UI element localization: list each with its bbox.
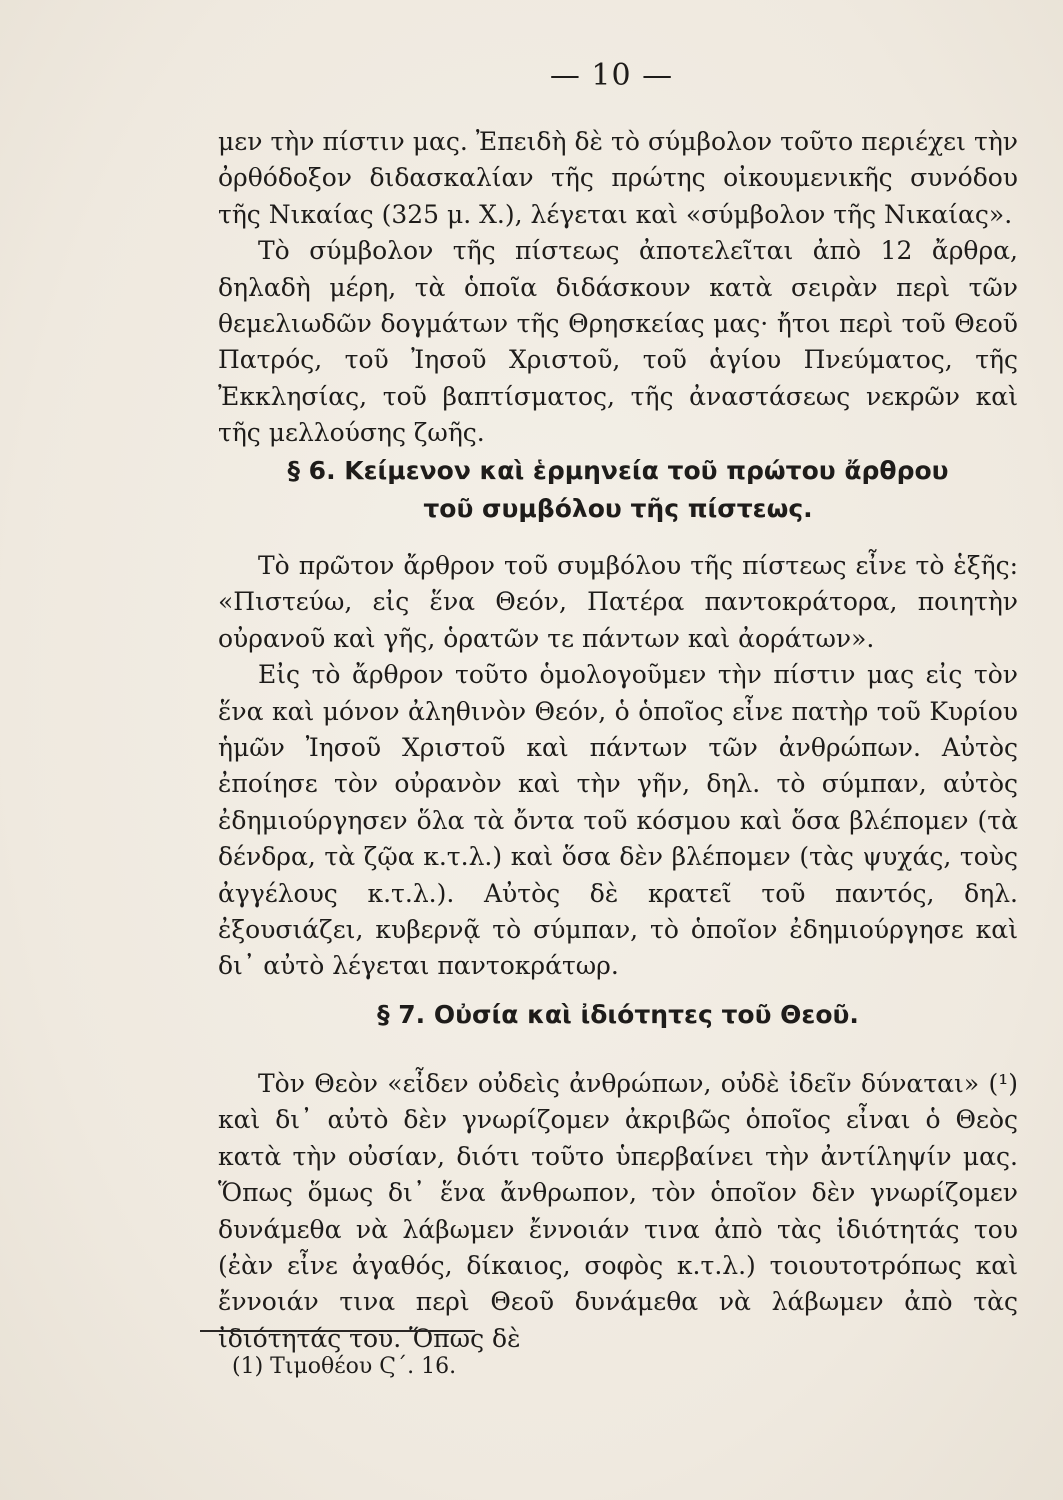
section-6-heading-line-2: τοῦ συμβόλου τῆς πίστεως. xyxy=(423,494,813,523)
intro-text-block xyxy=(218,124,1018,452)
footnote: (1) Τιμοθέου Ϛ΄. 16. xyxy=(232,1354,457,1379)
paragraph-first-article: Τὸ πρῶτον ἄρθρον τοῦ συμβόλου τῆς πίστεως εἶνε τὸ ἑξῆς: «Πιστεύω, εἰς ἕνα Θεόν, Πατέρα παντοκράτορα, ποιητὴν οὐρανοῦ καὶ γῆς, ὁρατῶν τε πάντων καὶ ἀοράτων». xyxy=(218,551,1018,653)
section-6-heading-line-1: § 6. Κείμενον καὶ ἑρμηνεία τοῦ πρώτου ἄρθρου xyxy=(287,456,949,485)
section-6-text-block xyxy=(218,548,1018,985)
paragraph-article-explanation: Εἰς τὸ ἄρθρον τοῦτο ὁμολογοῦμεν τὴν πίστιν μας εἰς τὸν ἕνα καὶ μόνον ἀληθινὸν Θεόν, ὁ ὁποῖος εἶνε πατὴρ τοῦ Κυρίου ἡμῶν Ἰησοῦ Χριστοῦ καὶ πάντων τῶν ἀνθρώπων. Αὐτὸς ἐποίησε τὸν οὐρανὸν καὶ τὴν γῆν, δηλ. τὸ σύμπαν, αὐτὸς ἐδημιούργησεν ὅλα τὰ ὄντα τοῦ κόσμου καὶ ὅσα βλέπομεν (τὰ δένδρα, τὰ ζῷα κ.τ.λ.) καὶ ὅσα δὲν βλέπομεν (τὰς ψυχάς, τοὺς ἀγγέλους κ.τ.λ.). Αὐτὸς δὲ κρατεῖ τοῦ παντός, δηλ. ἐξουσιάζει, κυβερνᾷ τὸ σύμπαν, τὸ ὁποῖον ἐδημιούργησε καὶ δι᾽ αὐτὸ λέγεται παντοκράτωρ. xyxy=(218,660,1018,981)
page-number: — 10 — xyxy=(549,58,674,93)
section-7-text-block xyxy=(218,1066,1018,1357)
section-7-heading: § 7. Οὐσία καὶ ἰδιότητες τοῦ Θεοῦ. xyxy=(377,1000,859,1029)
paragraph-continuation: μεν τὴν πίστιν μας. Ἐπειδὴ δὲ τὸ σύμβολον τοῦτο περιέχει τὴν ὀρθόδοξον διδασκαλίαν τῆς πρώτης οἰκουμενικῆς συνόδου τῆς Νικαίας (325 μ. Χ.), λέγεται καὶ «σύμβολον τῆς Νικαίας». xyxy=(218,127,1018,229)
paragraph-essence-of-god: Τὸν Θεὸν «εἶδεν οὐδεὶς ἀνθρώπων, οὐδὲ ἰδεῖν δύναται» (¹) καὶ δι᾽ αὐτὸ δὲν γνωρίζομεν ἀκριβῶς ὁποῖος εἶναι ὁ Θεὸς κατὰ τὴν οὐσίαν, διότι τοῦτο ὑπερβαίνει τὴν ἀντίληψίν μας. Ὅπως ὅμως δι᾽ ἕνα ἄνθρωπον, τὸν ὁποῖον δὲν γνωρίζομεν δυνάμεθα νὰ λάβωμεν ἔννοιάν τινα ἀπὸ τὰς ἰδιότητάς του (ἐὰν εἶνε ἀγαθός, δίκαιος, σοφὸς κ.τ.λ.) τοιουτοτρόπως καὶ ἔννοιάν τινα περὶ Θεοῦ δυνάμεθα νὰ λάβωμεν ἀπὸ τὰς ἰδιότητάς του. Ὅπως δὲ xyxy=(218,1069,1018,1353)
section-6-heading xyxy=(218,452,1018,528)
footnote-divider xyxy=(200,1330,475,1332)
paragraph-creed-articles: Τὸ σύμβολον τῆς πίστεως ἀποτελεῖται ἀπὸ 12 ἄρθρα, δηλαδὴ μέρη, τὰ ὁποῖα διδάσκουν κατὰ σειρὰν περὶ τῶν θεμελιωδῶν δογμάτων τῆς Θρησκείας μας· ἤτοι περὶ τοῦ Θεοῦ Πατρός, τοῦ Ἰησοῦ Χριστοῦ, τοῦ ἁγίου Πνεύματος, τῆς Ἐκκλησίας, τοῦ βαπτίσματος, τῆς ἀναστάσεως νεκρῶν καὶ τῆς μελλούσης ζωῆς. xyxy=(218,236,1018,448)
